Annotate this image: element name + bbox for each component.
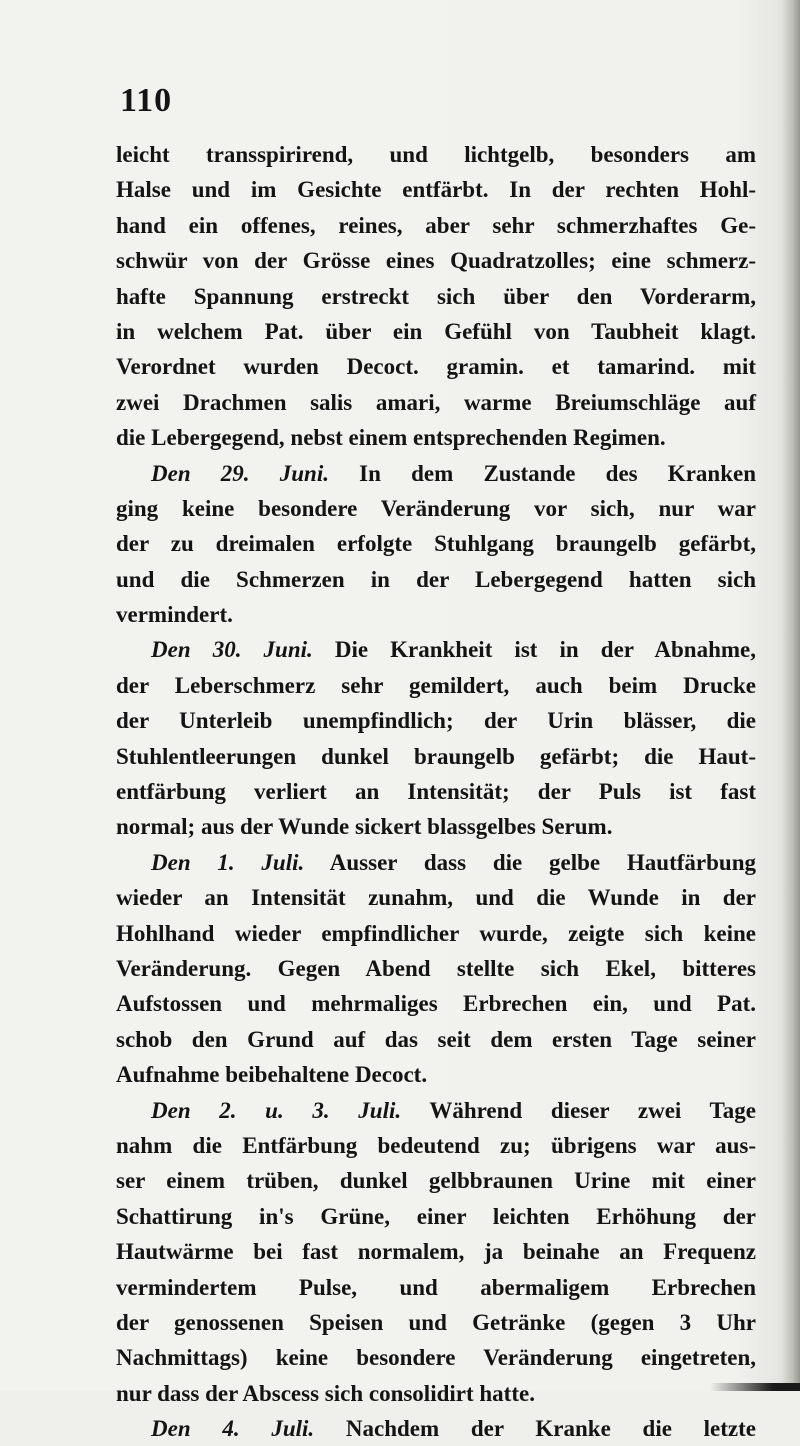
diary-entry-line: Den 4. Juli. Nachdem der Kranke die letzte	[151, 1416, 756, 1442]
text-line: zwei Drachmen salis amari, warme Breiumschläge auf	[116, 389, 756, 415]
text-line: und die Schmerzen in der Lebergegend hatten sich	[116, 566, 756, 592]
text-line: schwür von der Grösse eines Quadratzolles; eine schmerz-	[116, 248, 756, 274]
text-line: ging keine besondere Veränderung vor sich, nur war	[116, 495, 756, 521]
text-line: schob den Grund auf das seit dem ersten Tage seiner	[116, 1026, 756, 1052]
entry-date: Den 2. u. 3. Juli.	[151, 1097, 402, 1123]
text-line: Veränderung. Gegen Abend stellte sich Ekel, bitteres	[116, 955, 756, 981]
text-line: der Leberschmerz sehr gemildert, auch beim Drucke	[116, 672, 756, 698]
text-line: wieder an Intensität zunahm, und die Wunde in der	[116, 885, 756, 911]
text-line: nahm die Entfärbung bedeutend zu; übrigens war aus-	[116, 1132, 756, 1158]
scan-corner-mark	[710, 1383, 800, 1391]
text-line: leicht transspirirend, und lichtgelb, besonders am	[116, 142, 756, 167]
entry-date: Den 29. Juni.	[151, 460, 329, 486]
text-line: Stuhlentleerungen dunkel braungelb gefärbt; die Haut-	[116, 743, 756, 769]
text-line: hafte Spannung erstreckt sich über den Vorderarm,	[116, 283, 756, 309]
diary-entry-line: Den 1. Juli. Ausser dass die gelbe Hautfärbung	[151, 849, 756, 875]
text-line: Hautwärme bei fast normalem, ja beinahe an Frequenz	[116, 1239, 756, 1265]
text-line: entfärbung verliert an Intensität; der Puls ist fast	[116, 779, 756, 805]
entry-date: Den 4. Juli.	[151, 1416, 315, 1442]
text-line: nur dass der Abscess sich consolidirt hatte.	[116, 1380, 535, 1406]
text-line: in welchem Pat. über ein Gefühl von Taubheit klagt.	[116, 318, 756, 344]
text-line: Aufstossen und mehrmaliges Erbrechen ein, und Pat.	[116, 991, 756, 1017]
text-line: vermindertem Pulse, und abermaligem Erbrechen	[116, 1274, 756, 1300]
text-line: der genossenen Speisen und Getränke (gegen 3 Uhr	[116, 1309, 756, 1335]
text-line: Verordnet wurden Decoct. gramin. et tamarind. mit	[116, 354, 756, 380]
body-text	[116, 137, 756, 1446]
text-line: normal; aus der Wunde sickert blassgelbes Serum.	[116, 814, 613, 840]
page-edge-shadow	[782, 0, 800, 1391]
text-line: die Lebergegend, nebst einem entsprechenden Regimen.	[116, 425, 666, 451]
entry-date: Den 1. Juli.	[151, 849, 305, 875]
text-line: vermindert.	[116, 602, 233, 628]
text-line: hand ein offenes, reines, aber sehr schmerzhaftes Ge-	[116, 212, 756, 238]
diary-entry-line: Den 29. Juni. In dem Zustande des Kranken	[151, 460, 756, 486]
diary-entry-line: Den 2. u. 3. Juli. Während dieser zwei Tage	[151, 1097, 756, 1123]
text-line: der Unterleib unempfindlich; der Urin blässer, die	[116, 708, 756, 734]
text-line: Hohlhand wieder empfindlicher wurde, zeigte sich keine	[116, 920, 756, 946]
text-line: ser einem trüben, dunkel gelbbraunen Urine mit einer	[116, 1168, 756, 1194]
diary-entry-line: Den 30. Juni. Die Krankheit ist in der Abnahme,	[151, 637, 756, 663]
text-line: Aufnahme beibehaltene Decoct.	[116, 1062, 428, 1088]
entry-date: Den 30. Juni.	[151, 637, 313, 663]
text-line: Nachmittags) keine besondere Veränderung eingetreten,	[116, 1345, 756, 1371]
text-line: Schattirung in's Grüne, einer leichten Erhöhung der	[116, 1203, 756, 1229]
text-line: der zu dreimalen erfolgte Stuhlgang braungelb gefärbt,	[116, 531, 756, 557]
text-line: Halse und im Gesichte entfärbt. In der rechten Hohl-	[116, 177, 756, 203]
page-number: 110	[120, 82, 173, 119]
